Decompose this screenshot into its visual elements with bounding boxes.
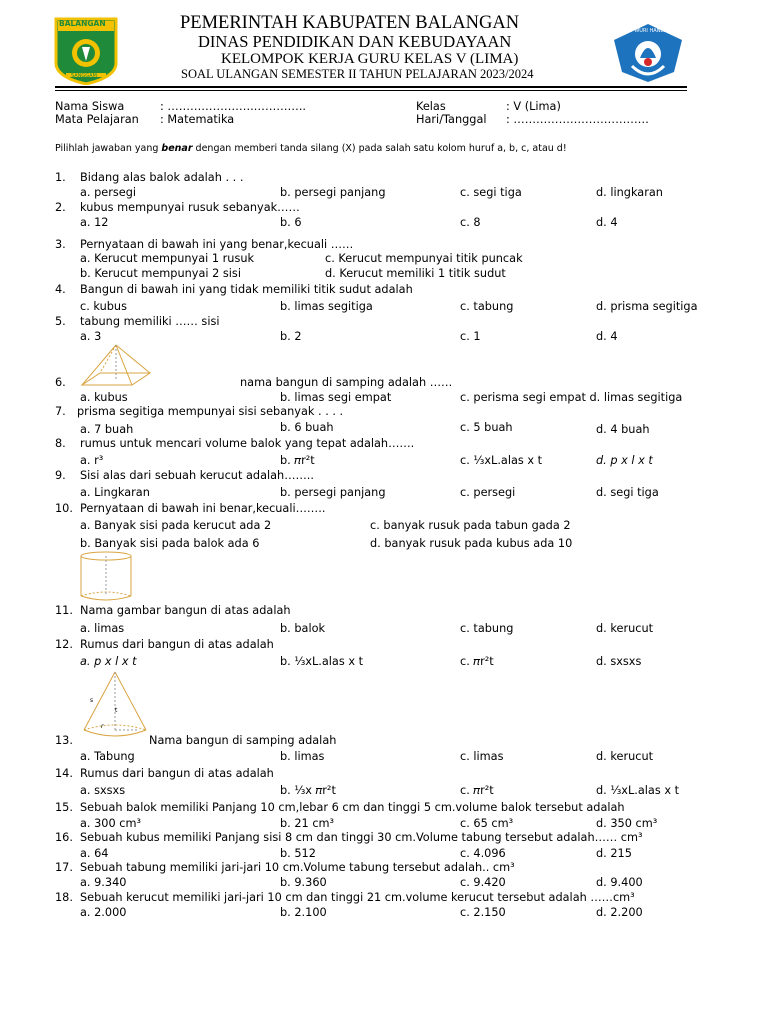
instruction-text [55,144,567,154]
q11-option-d[interactable]: d. kerucut [596,622,654,635]
q13-option-a[interactable]: a. Tabung [80,750,135,763]
question-8 [55,437,415,450]
q9-option-d[interactable]: d. segi tiga [596,486,659,499]
q4-option-a[interactable]: c. kubus [80,300,127,313]
q11-option-c[interactable]: c. tabung [460,622,514,635]
question-14 [55,767,274,780]
question-text: Sebuah tabung memiliki jari-jari 10 cm.Volume tabung tersebut adalah.. cm³ [80,861,515,874]
q17-option-a[interactable]: a. 9.340 [80,876,127,889]
q2-option-c[interactable]: c. 8 [460,216,481,229]
q16-option-c[interactable]: c. 4.096 [460,847,506,860]
q2-option-a[interactable]: a. 12 [80,216,109,229]
question-number: 12. [55,638,73,651]
question-text: kubus mempunyai rusuk sebanyak…… [80,201,300,214]
question-text: Bangun di bawah ini yang tidak memiliki titik sudut adalah [80,283,413,296]
q5-option-b[interactable]: b. 2 [280,330,302,343]
student-name-field[interactable]: : …………………..………….. [160,100,307,113]
q15-option-a[interactable]: a. 300 cm³ [80,817,142,830]
q1-option-c[interactable]: c. segi tiga [460,186,522,199]
question-number: 13. [55,734,73,747]
question-number: 6. [55,376,66,389]
q11-option-b[interactable]: b. balok [280,622,326,635]
question-9 [55,469,314,482]
header-rule-thick [55,86,687,88]
q6-option-c[interactable]: c. perisma segi empat d. limas segitiga [460,391,683,404]
q13-option-d[interactable]: d. kerucut [596,750,654,763]
q9-option-c[interactable]: c. persegi [460,486,516,499]
header-line-1: PEMERINTAH KABUPATEN BALANGAN [180,13,520,33]
instruction-after: dengan memberi tanda silang (X) pada salah satu kolom huruf a, b, c, atau d! [192,143,567,154]
q11-option-a[interactable]: a. limas [80,622,125,635]
question-number: 1. [55,171,66,184]
question-17 [55,861,515,874]
q13-option-b[interactable]: b. limas [280,750,325,763]
q9-option-b[interactable]: b. persegi panjang [280,486,386,499]
question-5 [55,315,220,328]
question-number: 8. [55,437,66,450]
header-line-2: DINAS PENDIDIKAN DAN KEBUDAYAAN [198,32,512,51]
question-number: 18. [55,891,73,904]
q8-option-c[interactable]: c. ⅓xL.alas x t [460,454,543,467]
question-text: nama bangun di samping adalah …… [240,376,453,389]
question-number: 4. [55,283,66,296]
date-field[interactable]: : ……………………………… [506,113,649,126]
question-number: 16. [55,831,73,844]
subject-label: Mata Pelajaran [55,113,139,126]
question-text: Sisi alas dari sebuah kerucut adalah…….. [80,469,314,482]
q1-option-d[interactable]: d. lingkaran [596,186,663,199]
q10-option-b[interactable]: b. Banyak sisi pada balok ada 6 [80,537,260,550]
question-text: Rumus dari bangun di atas adalah [80,767,274,780]
cylinder-figure [78,550,134,602]
q10-option-a[interactable]: a. Banyak sisi pada kerucut ada 2 [80,519,272,532]
question-text: Bidang alas balok adalah . . . [80,171,244,184]
question-text: Pernyataan di bawah ini yang benar,kecuali …… [80,238,354,251]
question-number: 10. [55,502,73,515]
question-text: Sebuah kerucut memiliki jari-jari 10 cm dan tinggi 21 cm.volume kerucut tersebut adalah ……cm³ [80,891,635,904]
q8-option-d[interactable]: d. p x l x t [596,454,653,467]
cone-label-r: r [101,723,104,730]
question-3 [55,238,354,251]
question-text: prisma segitiga mempunyai sisi sebanyak . . . . [77,405,344,418]
q4-option-b[interactable]: b. limas segitiga [280,300,373,313]
question-text: Nama bangun di samping adalah [149,734,337,747]
question-4 [55,283,413,296]
q5-option-d[interactable]: d. 4 [596,330,618,343]
q14-option-d[interactable]: d. ⅓xL.alas x t [596,784,680,797]
question-16 [55,831,643,844]
question-2 [55,201,300,214]
question-text: Pernyataan di bawah ini benar,kecuali…….. [80,502,326,515]
logo-left-label-top: BALANGAN [59,19,106,28]
q9-option-a[interactable]: a. Lingkaran [80,486,150,499]
subject-value: : Matematika [160,113,235,126]
question-6 [55,376,453,389]
q10-option-d[interactable]: d. banyak rusuk pada kubus ada 10 [370,537,573,550]
question-number: 2. [55,201,66,214]
q18-option-b[interactable]: b. 2.100 [280,906,327,919]
q13-option-c[interactable]: c. limas [460,750,504,763]
q7-option-d[interactable]: d. 4 buah [596,423,650,436]
q17-option-c[interactable]: c. 9.420 [460,876,506,889]
question-15 [55,801,625,814]
cone-label-t: t [115,707,118,714]
question-12 [55,638,274,651]
q12-option-c[interactable]: c. 𝜋r²t [460,655,494,668]
question-1 [55,171,244,184]
question-13 [55,734,337,747]
header-line-3: KELOMPOK KERJA GURU KELAS V (LIMA) [221,51,519,67]
q15-option-c[interactable]: c. 65 cm³ [460,817,514,830]
q16-option-d[interactable]: d. 215 [596,847,632,860]
q1-option-a[interactable]: a. persegi [80,186,137,199]
q1-option-b[interactable]: b. persegi panjang [280,186,386,199]
question-text: tabung memiliki …… sisi [80,315,220,328]
q12-option-d[interactable]: d. sxsxs [596,655,642,668]
date-label: Hari/Tanggal [416,113,487,126]
q15-option-b[interactable]: b. 21 cm³ [280,817,335,830]
class-label: Kelas [416,100,446,113]
q7-option-c[interactable]: c. 5 buah [460,421,513,434]
q14-option-b[interactable]: b. ⅓x 𝜋r²t [280,784,336,797]
q18-option-a[interactable]: a. 2.000 [80,906,127,919]
q2-option-b[interactable]: b. 6 [280,216,302,229]
class-value: : V (Lima) [506,100,561,113]
q6-option-a[interactable]: a. kubus [80,391,128,404]
question-number: 15. [55,801,73,814]
question-number: 7. [55,405,66,418]
student-name-label: Nama Siswa [55,100,125,113]
question-11 [55,604,291,617]
question-text: Nama gambar bangun di atas adalah [80,604,291,617]
q14-option-c[interactable]: c. 𝜋r²t [460,784,494,797]
q17-option-d[interactable]: d. 9.400 [596,876,643,889]
question-text: Rumus dari bangun di atas adalah [80,638,274,651]
q6-option-b[interactable]: b. limas segi empat [280,391,392,404]
q17-option-b[interactable]: b. 9.360 [280,876,327,889]
question-text: Sebuah balok memiliki Panjang 10 cm,lebar 6 cm dan tinggi 5 cm.volume balok tersebut adalah [80,801,625,814]
q8-option-b[interactable]: b. 𝜋r²t [280,454,315,467]
q18-option-d[interactable]: d. 2.200 [596,906,643,919]
q3-option-a[interactable]: a. Kerucut mempunyai 1 rusuk [80,252,255,265]
question-number: 5. [55,315,66,328]
q14-option-a[interactable]: a. sxsxs [80,784,126,797]
question-10 [55,502,326,515]
q4-option-d[interactable]: d. prisma segitiga [596,300,698,313]
q3-option-d[interactable]: d. Kerucut memiliki 1 titik sudut [325,267,506,280]
q12-option-b[interactable]: b. ⅓xL.alas x t [280,655,364,668]
question-text: rumus untuk mencari volume balok yang tepat adalah……. [80,437,415,450]
cone-figure [80,670,150,742]
instruction-before: Pilihlah jawaban yang [55,143,162,154]
q4-option-c[interactable]: c. tabung [460,300,514,313]
q8-option-a[interactable]: a. r³ [80,454,104,467]
q5-option-c[interactable]: c. 1 [460,330,481,343]
logo-right-label: TUT WURI HANDAYANI [623,28,679,34]
q7-option-b[interactable]: b. 6 buah [280,421,334,434]
pyramid-figure [78,343,156,391]
q18-option-c[interactable]: c. 2.150 [460,906,506,919]
question-text: Sebuah kubus memiliki Panjang sisi 8 cm dan tinggi 30 cm.Volume tabung tersebut adalah…… cm³ [80,831,643,844]
question-number: 14. [55,767,73,780]
q2-option-d[interactable]: d. 4 [596,216,618,229]
q3-option-b[interactable]: b. Kerucut mempunyai 2 sisi [80,267,241,280]
question-number: 9. [55,469,66,482]
q5-option-a[interactable]: a. 3 [80,330,102,343]
cone-label-s: s [90,697,94,704]
q16-option-b[interactable]: b. 512 [280,847,316,860]
logo-left-label-bottom: SANGGAM [71,73,97,79]
q16-option-a[interactable]: a. 64 [80,847,109,860]
question-number: 3. [55,238,66,251]
question-number: 11. [55,604,73,617]
header-rule-thin [55,90,687,91]
question-number: 17. [55,861,73,874]
q3-option-c[interactable]: c. Kerucut mempunyai titik puncak [325,252,523,265]
header-line-4: SOAL ULANGAN SEMESTER II TAHUN PELAJARAN 2023/2024 [181,67,534,81]
q7-option-a[interactable]: a. 7 buah [80,423,134,436]
q15-option-d[interactable]: d. 350 cm³ [596,817,658,830]
question-7 [55,405,344,418]
question-18 [55,891,635,904]
instruction-bold: benar [161,143,193,154]
q12-option-a[interactable]: a. p x l x t [80,655,137,668]
q10-option-c[interactable]: c. banyak rusuk pada tabun gada 2 [370,519,571,532]
